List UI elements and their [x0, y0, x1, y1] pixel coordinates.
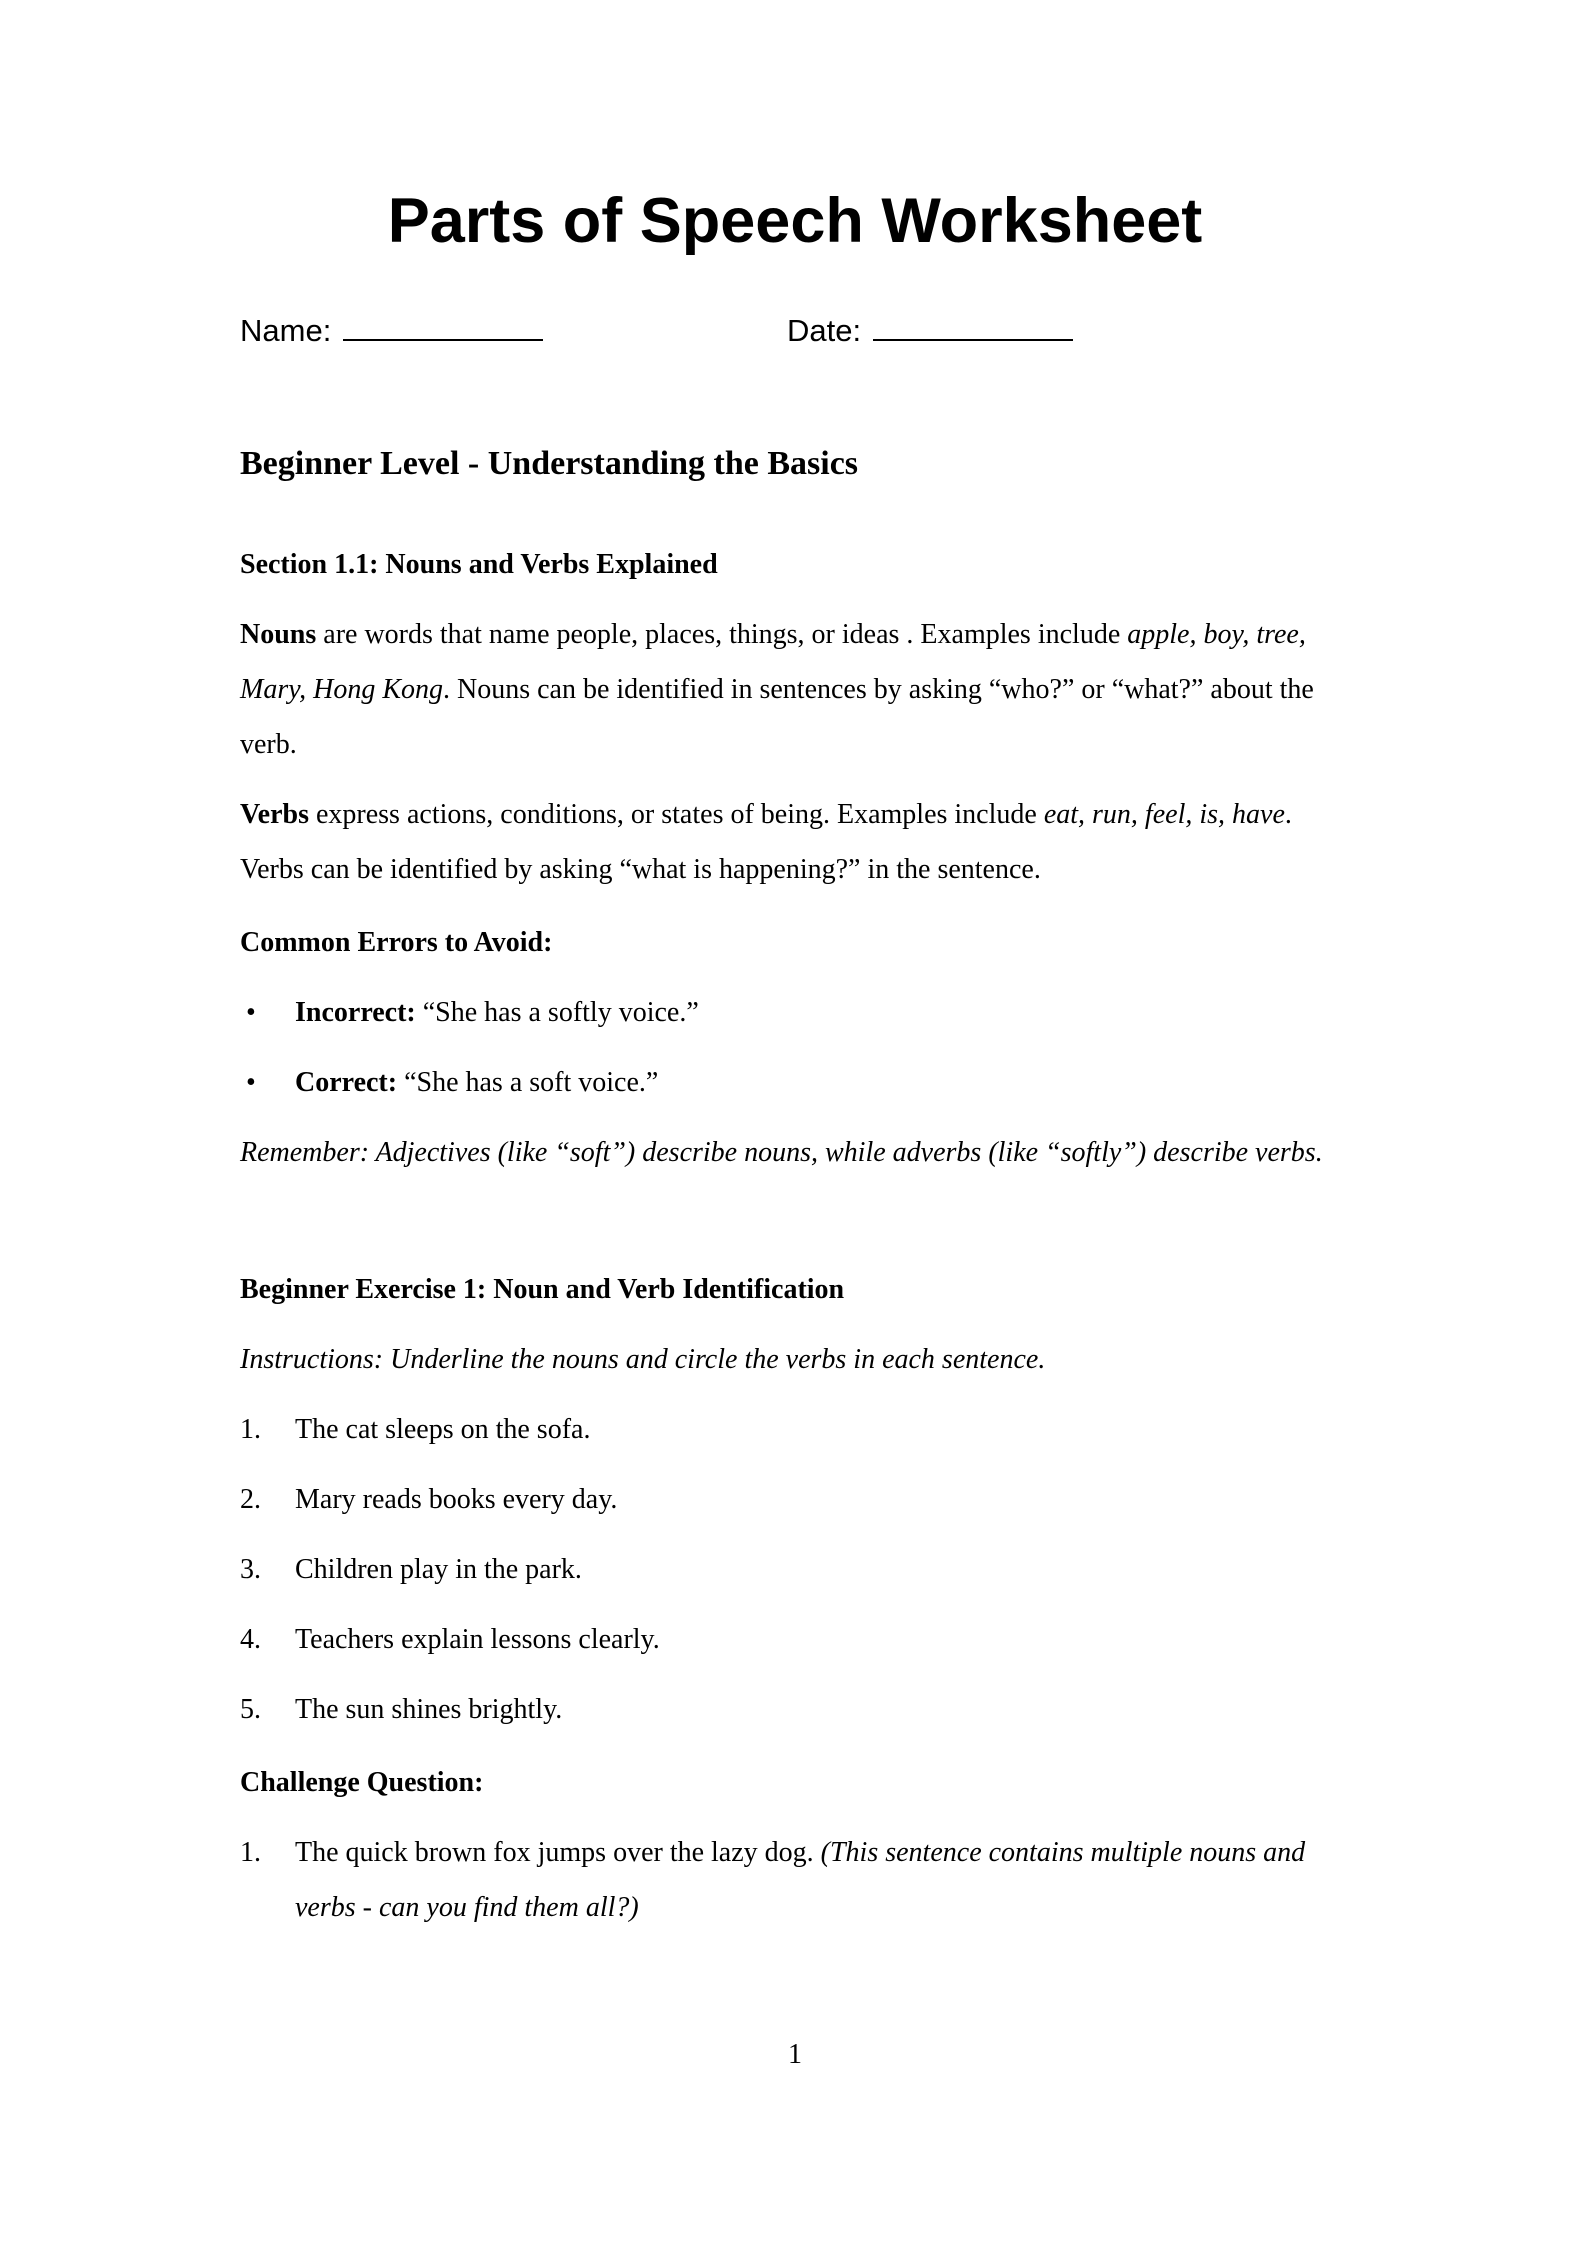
item-number: 3.: [240, 1554, 261, 1586]
item-text: Teachers explain lessons clearly.: [295, 1624, 660, 1656]
exercise-instructions: Instructions: Underline the nouns and circle the verbs in each sentence.: [240, 1344, 1046, 1376]
list-item-incorrect: [240, 985, 1350, 1040]
date-label: Date:: [787, 313, 862, 349]
nouns-lead: Nouns: [240, 619, 317, 651]
item-number: 1.: [240, 1837, 261, 1869]
challenge-list: [240, 1825, 1350, 1935]
list-item: [240, 1542, 1350, 1597]
challenge-heading: Challenge Question:: [240, 1767, 484, 1799]
correct-text: “She has a soft voice.”: [397, 1067, 659, 1099]
incorrect-text: “She has a softly voice.”: [415, 997, 699, 1029]
errors-bullet-list: [240, 985, 1350, 1110]
list-item: [240, 1612, 1350, 1667]
bullet-icon: •: [246, 1067, 256, 1099]
correct-label: Correct:: [295, 1067, 398, 1099]
item-number: 1.: [240, 1414, 261, 1446]
verbs-examples: eat, run, feel, is, have: [1043, 799, 1285, 831]
list-item-correct: [240, 1055, 1350, 1110]
item-number: 5.: [240, 1694, 261, 1726]
exercise-heading: Beginner Exercise 1: Noun and Verb Identification: [240, 1274, 845, 1306]
item-text: Children play in the park.: [295, 1554, 582, 1586]
item-text: The cat sleeps on the sofa.: [295, 1414, 591, 1446]
name-blank-line: [343, 303, 543, 341]
verbs-rest: . Verbs can be identified by asking “what is happening?” in the sentence.: [240, 799, 1292, 886]
verbs-lead: Verbs: [240, 799, 309, 831]
date-blank-line: [873, 303, 1073, 341]
page-number: 1: [788, 2039, 802, 2071]
nouns-rest: . Nouns can be identified in sentences by asking “who?” or “what?” about the verb.: [240, 674, 1314, 761]
challenge-item: [240, 1825, 1350, 1935]
nouns-examples: apple, boy, tree, Mary, Hong Kong: [240, 619, 1306, 706]
document-title: Parts of Speech Worksheet: [387, 186, 1203, 256]
item-number: 4.: [240, 1624, 261, 1656]
incorrect-label: Incorrect:: [295, 997, 416, 1029]
level-heading: Beginner Level - Understanding the Basics: [240, 445, 859, 483]
date-field: [787, 303, 1073, 349]
list-item: [240, 1682, 1350, 1737]
name-field: [240, 303, 787, 349]
item-number: 2.: [240, 1484, 261, 1516]
list-item: [240, 1402, 1350, 1457]
verbs-text: express actions, conditions, or states of being. Examples include: [308, 799, 1044, 831]
nouns-text: are words that name people, places, things, or ideas . Examples include: [316, 619, 1128, 651]
challenge-note: (This sentence contains multiple nouns and verbs - can you find them all?): [295, 1837, 1306, 1924]
nouns-paragraph: [240, 607, 1350, 772]
name-label: Name:: [240, 313, 332, 349]
common-errors-heading: Common Errors to Avoid:: [240, 927, 553, 959]
bullet-icon: •: [246, 997, 256, 1029]
name-date-row: [240, 303, 1350, 353]
remember-note: Remember: Adjectives (like “soft”) describe nouns, while adverbs (like “softly”) describe verbs.: [240, 1137, 1323, 1169]
verbs-paragraph: [240, 787, 1350, 897]
section-heading: Section 1.1: Nouns and Verbs Explained: [240, 549, 718, 581]
list-item: [240, 1472, 1350, 1527]
item-text: Mary reads books every day.: [295, 1484, 618, 1516]
challenge-text: The quick brown fox jumps over the lazy dog.: [295, 1837, 821, 1869]
item-text: The sun shines brightly.: [295, 1694, 563, 1726]
exercise-sentence-list: [240, 1402, 1350, 1737]
